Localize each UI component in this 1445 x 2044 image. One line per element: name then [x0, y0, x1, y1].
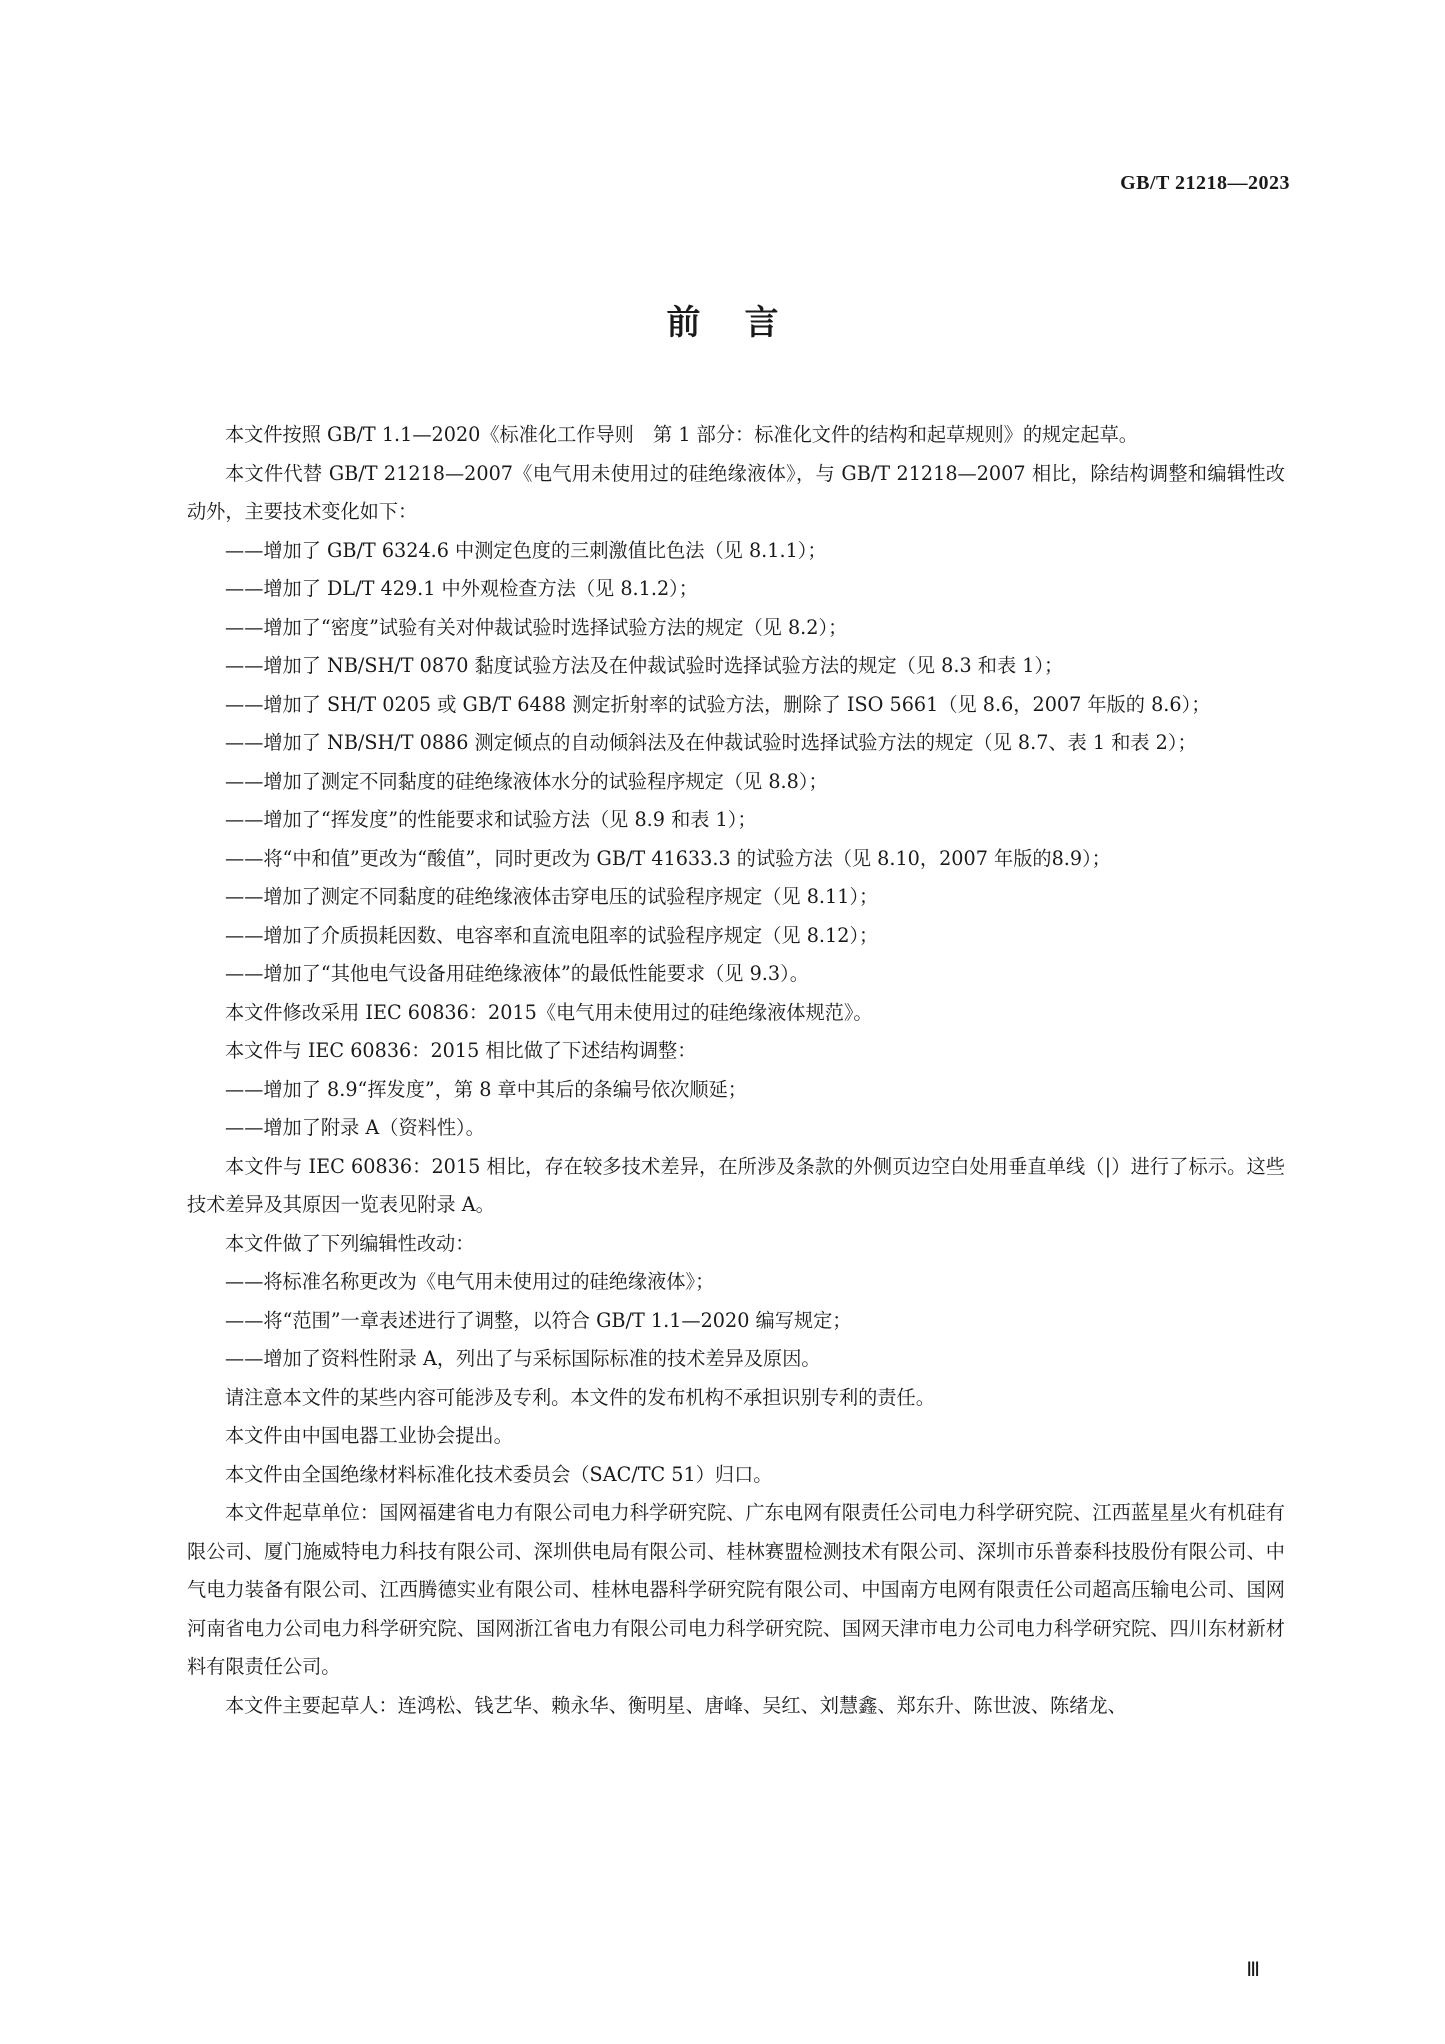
paragraph: 本文件做了下列编辑性改动： — [225, 1231, 475, 1255]
paragraph: 本文件按照 GB/T 1.1—2020《标准化工作导则 第 1 部分：标准化文件的结构和起草规则》的规定起草。 — [225, 423, 1138, 446]
standard-code: GB/T 21218—2023 — [1120, 172, 1290, 194]
page-number: Ⅲ — [1246, 1959, 1260, 1981]
list-item: ——增加了 8.9“挥发度”，第 8 章中其后的条编号依次顺延； — [225, 1077, 747, 1101]
list-item: ——将“中和值”更改为“酸值”，同时更改为 GB/T 41633.3 的试验方法（见 8.10，2007 年版的8.9）； — [225, 846, 1111, 870]
list-item: ——增加了测定不同黏度的硅绝缘液体水分的试验程序规定（见 8.8）； — [225, 769, 828, 793]
document-body — [187, 416, 1285, 1725]
paragraph: 本文件由全国绝缘材料标准化技术委员会（SAC/TC 51）归口。 — [225, 1462, 773, 1486]
paragraph: 请注意本文件的某些内容可能涉及专利。本文件的发布机构不承担识别专利的责任。 — [225, 1385, 935, 1409]
paragraph: 本文件由中国电器工业协会提出。 — [225, 1424, 513, 1447]
list-item: ——将标准名称更改为《电气用未使用过的硅绝缘液体》； — [225, 1270, 715, 1293]
list-item: ——增加了 GB/T 6324.6 中测定色度的三刺激值比色法（见 8.1.1）； — [225, 538, 827, 562]
paragraph: 本文件代替 GB/T 21218—2007《电气用未使用过的硅绝缘液体》，与 GB/T 21218—2007 相比，除结构调整和编辑性改动外，主要技术变化如下： — [187, 461, 1285, 523]
list-item: ——将“范围”一章表述进行了调整，以符合 GB/T 1.1—2020 编写规定； — [225, 1308, 852, 1332]
paragraph: 本文件与 IEC 60836：2015 相比做了下述结构调整： — [225, 1039, 697, 1062]
list-item: ——增加了介质损耗因数、电容率和直流电阻率的试验程序规定（见 8.12）； — [225, 923, 879, 947]
list-item: ——增加了“其他电气设备用硅绝缘液体”的最低性能要求（见 9.3）。 — [225, 962, 809, 985]
list-item: ——增加了测定不同黏度的硅绝缘液体击穿电压的试验程序规定（见 8.11）； — [225, 885, 879, 908]
list-item: ——增加了 DL/T 429.1 中外观检查方法（见 8.1.2）； — [225, 577, 698, 600]
list-item: ——增加了 NB/SH/T 0870 黏度试验方法及在仲裁试验时选择试验方法的规定（见 8.3 和表 1）； — [225, 654, 1064, 677]
list-item: ——增加了“挥发度”的性能要求和试验方法（见 8.9 和表 1）； — [225, 808, 757, 831]
list-item: ——增加了 SH/T 0205 或 GB/T 6488 测定折射率的试验方法，删除了 ISO 5661（见 8.6，2007 年版的 8.6）； — [225, 692, 1211, 716]
list-item: ——增加了 NB/SH/T 0886 测定倾点的自动倾斜法及在仲裁试验时选择试验方法的规定（见 8.7、表 1 和表 2）； — [225, 731, 1197, 754]
paragraph: 本文件主要起草人：连鸿松、钱艺华、赖永华、衡明星、唐峰、吴红、刘慧鑫、郑东升、陈世波、陈绪龙、 — [225, 1693, 1127, 1717]
paragraph: 本文件与 IEC 60836：2015 相比，存在较多技术差异，在所涉及条款的外侧页边空白处用垂直单线（|）进行了标示。这些技术差异及其原因一览表见附录 A。 — [187, 1154, 1285, 1216]
paragraph: 本文件起草单位：国网福建省电力有限公司电力科学研究院、广东电网有限责任公司电力科学研究院、江西蓝星星火有机硅有限公司、厦门施威特电力科技有限公司、深圳供电局有限公司、桂林赛盟检测技术有限公司、深圳市乐普泰科技股份有限公司、中气电力装备有限公司、江西腾德实业有限公司、桂林电器科学研究院有限公司、中国南方电网有限责任公司超高压输电公司、国网河南省电力公司电力科学研究院、国网浙江省电力有限公司电力科学研究院、国网天津市电力公司电力科学研究院、四川东材新材料有限责任公司。 — [187, 1501, 1285, 1678]
list-item: ——增加了附录 A（资料性）。 — [225, 1116, 485, 1139]
list-item: ——增加了“密度”试验有关对仲裁试验时选择试验方法的规定（见 8.2）； — [225, 615, 848, 639]
page-title: 前言 — [666, 303, 823, 343]
list-item: ——增加了资料性附录 A，列出了与采标国际标准的技术差异及原因。 — [225, 1347, 821, 1370]
paragraph: 本文件修改采用 IEC 60836：2015《电气用未使用过的硅绝缘液体规范》。 — [225, 1000, 873, 1024]
